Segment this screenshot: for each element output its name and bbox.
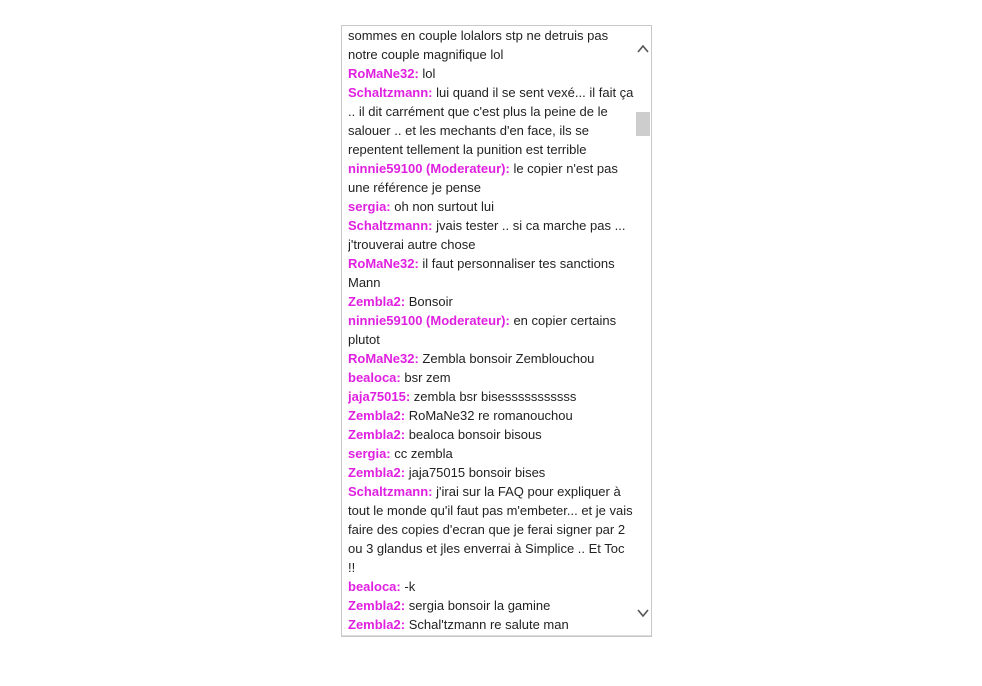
chat-message: [348, 482, 634, 577]
message-username: bealoca:: [348, 579, 401, 594]
message-text: cc zembla: [394, 446, 453, 461]
chat-message: [348, 615, 634, 634]
message-text: Zembla bonsoir Zemblouchou: [422, 351, 595, 366]
message-username: jaja75015:: [348, 389, 411, 404]
message-text: j'irai sur la FAQ pour expliquer à tout le monde qu'il faut pas m'embeter... et je vais faire des copies d'ecran que je ferai signer par 2 ou 3 glandus et jles enverrai à Simplice .. Et Toc !!: [348, 484, 633, 575]
chat-message: [348, 463, 634, 482]
chat-panel: [341, 25, 652, 637]
message-text: le copier n'est pas une référence je pense: [348, 161, 618, 195]
message-text: Bonsoir: [408, 294, 453, 309]
message-text: sergia bonsoir la gamine: [408, 598, 551, 613]
chat-message: [348, 387, 634, 406]
message-text: bsr zem: [404, 370, 451, 385]
chat-message: [348, 349, 634, 368]
message-username: bealoca:: [348, 370, 401, 385]
message-username: Zembla2:: [348, 408, 406, 423]
message-username: RoMaNe32:: [348, 66, 419, 81]
chat-message: [348, 254, 634, 292]
chat-message: [348, 197, 634, 216]
chat-message: [348, 444, 634, 463]
chat-message: [348, 368, 634, 387]
message-username: ninnie59100 (Moderateur):: [348, 313, 510, 328]
scroll-thumb[interactable]: [636, 112, 650, 136]
message-username: RoMaNe32:: [348, 256, 419, 271]
chat-message: [348, 596, 634, 615]
chevron-down-icon: [637, 608, 649, 618]
message-text: en copier certains plutot: [348, 313, 617, 347]
message-username: sergia:: [348, 199, 391, 214]
message-text: Schal'tzmann re salute man: [408, 617, 569, 632]
message-text: jvais tester .. si ca marche pas ... j'trouverai autre chose: [348, 218, 626, 252]
chat-message: [348, 577, 634, 596]
chat-message: [348, 159, 634, 197]
scroll-down-button[interactable]: [635, 604, 651, 622]
message-text: -k: [404, 579, 416, 594]
scroll-up-button[interactable]: [635, 40, 651, 58]
message-username: Schaltzmann:: [348, 484, 433, 499]
message-username: RoMaNe32:: [348, 351, 419, 366]
chat-log: [348, 26, 634, 636]
message-username: Zembla2:: [348, 294, 406, 309]
message-text: bealoca bonsoir bisous: [408, 427, 542, 442]
chat-message: [348, 311, 634, 349]
message-username: Schaltzmann:: [348, 85, 433, 100]
chevron-up-icon: [637, 44, 649, 54]
message-text: RoMaNe32 re romanouchou: [408, 408, 573, 423]
panel-bottom-border: [342, 635, 651, 636]
chat-message: [348, 83, 634, 159]
message-username: Zembla2:: [348, 617, 406, 632]
vertical-scrollbar[interactable]: [635, 26, 651, 636]
chat-message: [348, 64, 634, 83]
chat-message: [348, 216, 634, 254]
message-username: Zembla2:: [348, 465, 406, 480]
message-text: il faut personnaliser tes sanctions Mann: [348, 256, 615, 290]
message-text: jaja75015 bonsoir bises: [408, 465, 546, 480]
chat-message: [348, 425, 634, 444]
message-username: Schaltzmann:: [348, 218, 433, 233]
message-username: ninnie59100 (Moderateur):: [348, 161, 510, 176]
message-text: lui quand il se sent vexé... il fait ça .. il dit carrément que c'est plus la peine de le salouer .. et les mechants d'en face, ils se repentent tellement la punition est terrible: [348, 85, 634, 157]
message-text: oh non surtout lui: [394, 199, 494, 214]
chat-message: [348, 406, 634, 425]
message-username: Zembla2:: [348, 598, 406, 613]
message-text: lol: [422, 66, 436, 81]
chat-message: [348, 26, 634, 64]
chat-message: [348, 292, 634, 311]
message-text: zembla bsr bisesssssssssss: [413, 389, 577, 404]
message-username: Zembla2:: [348, 427, 406, 442]
message-username: sergia:: [348, 446, 391, 461]
message-text: sommes en couple lolalors stp ne detruis pas notre couple magnifique lol: [348, 28, 609, 62]
